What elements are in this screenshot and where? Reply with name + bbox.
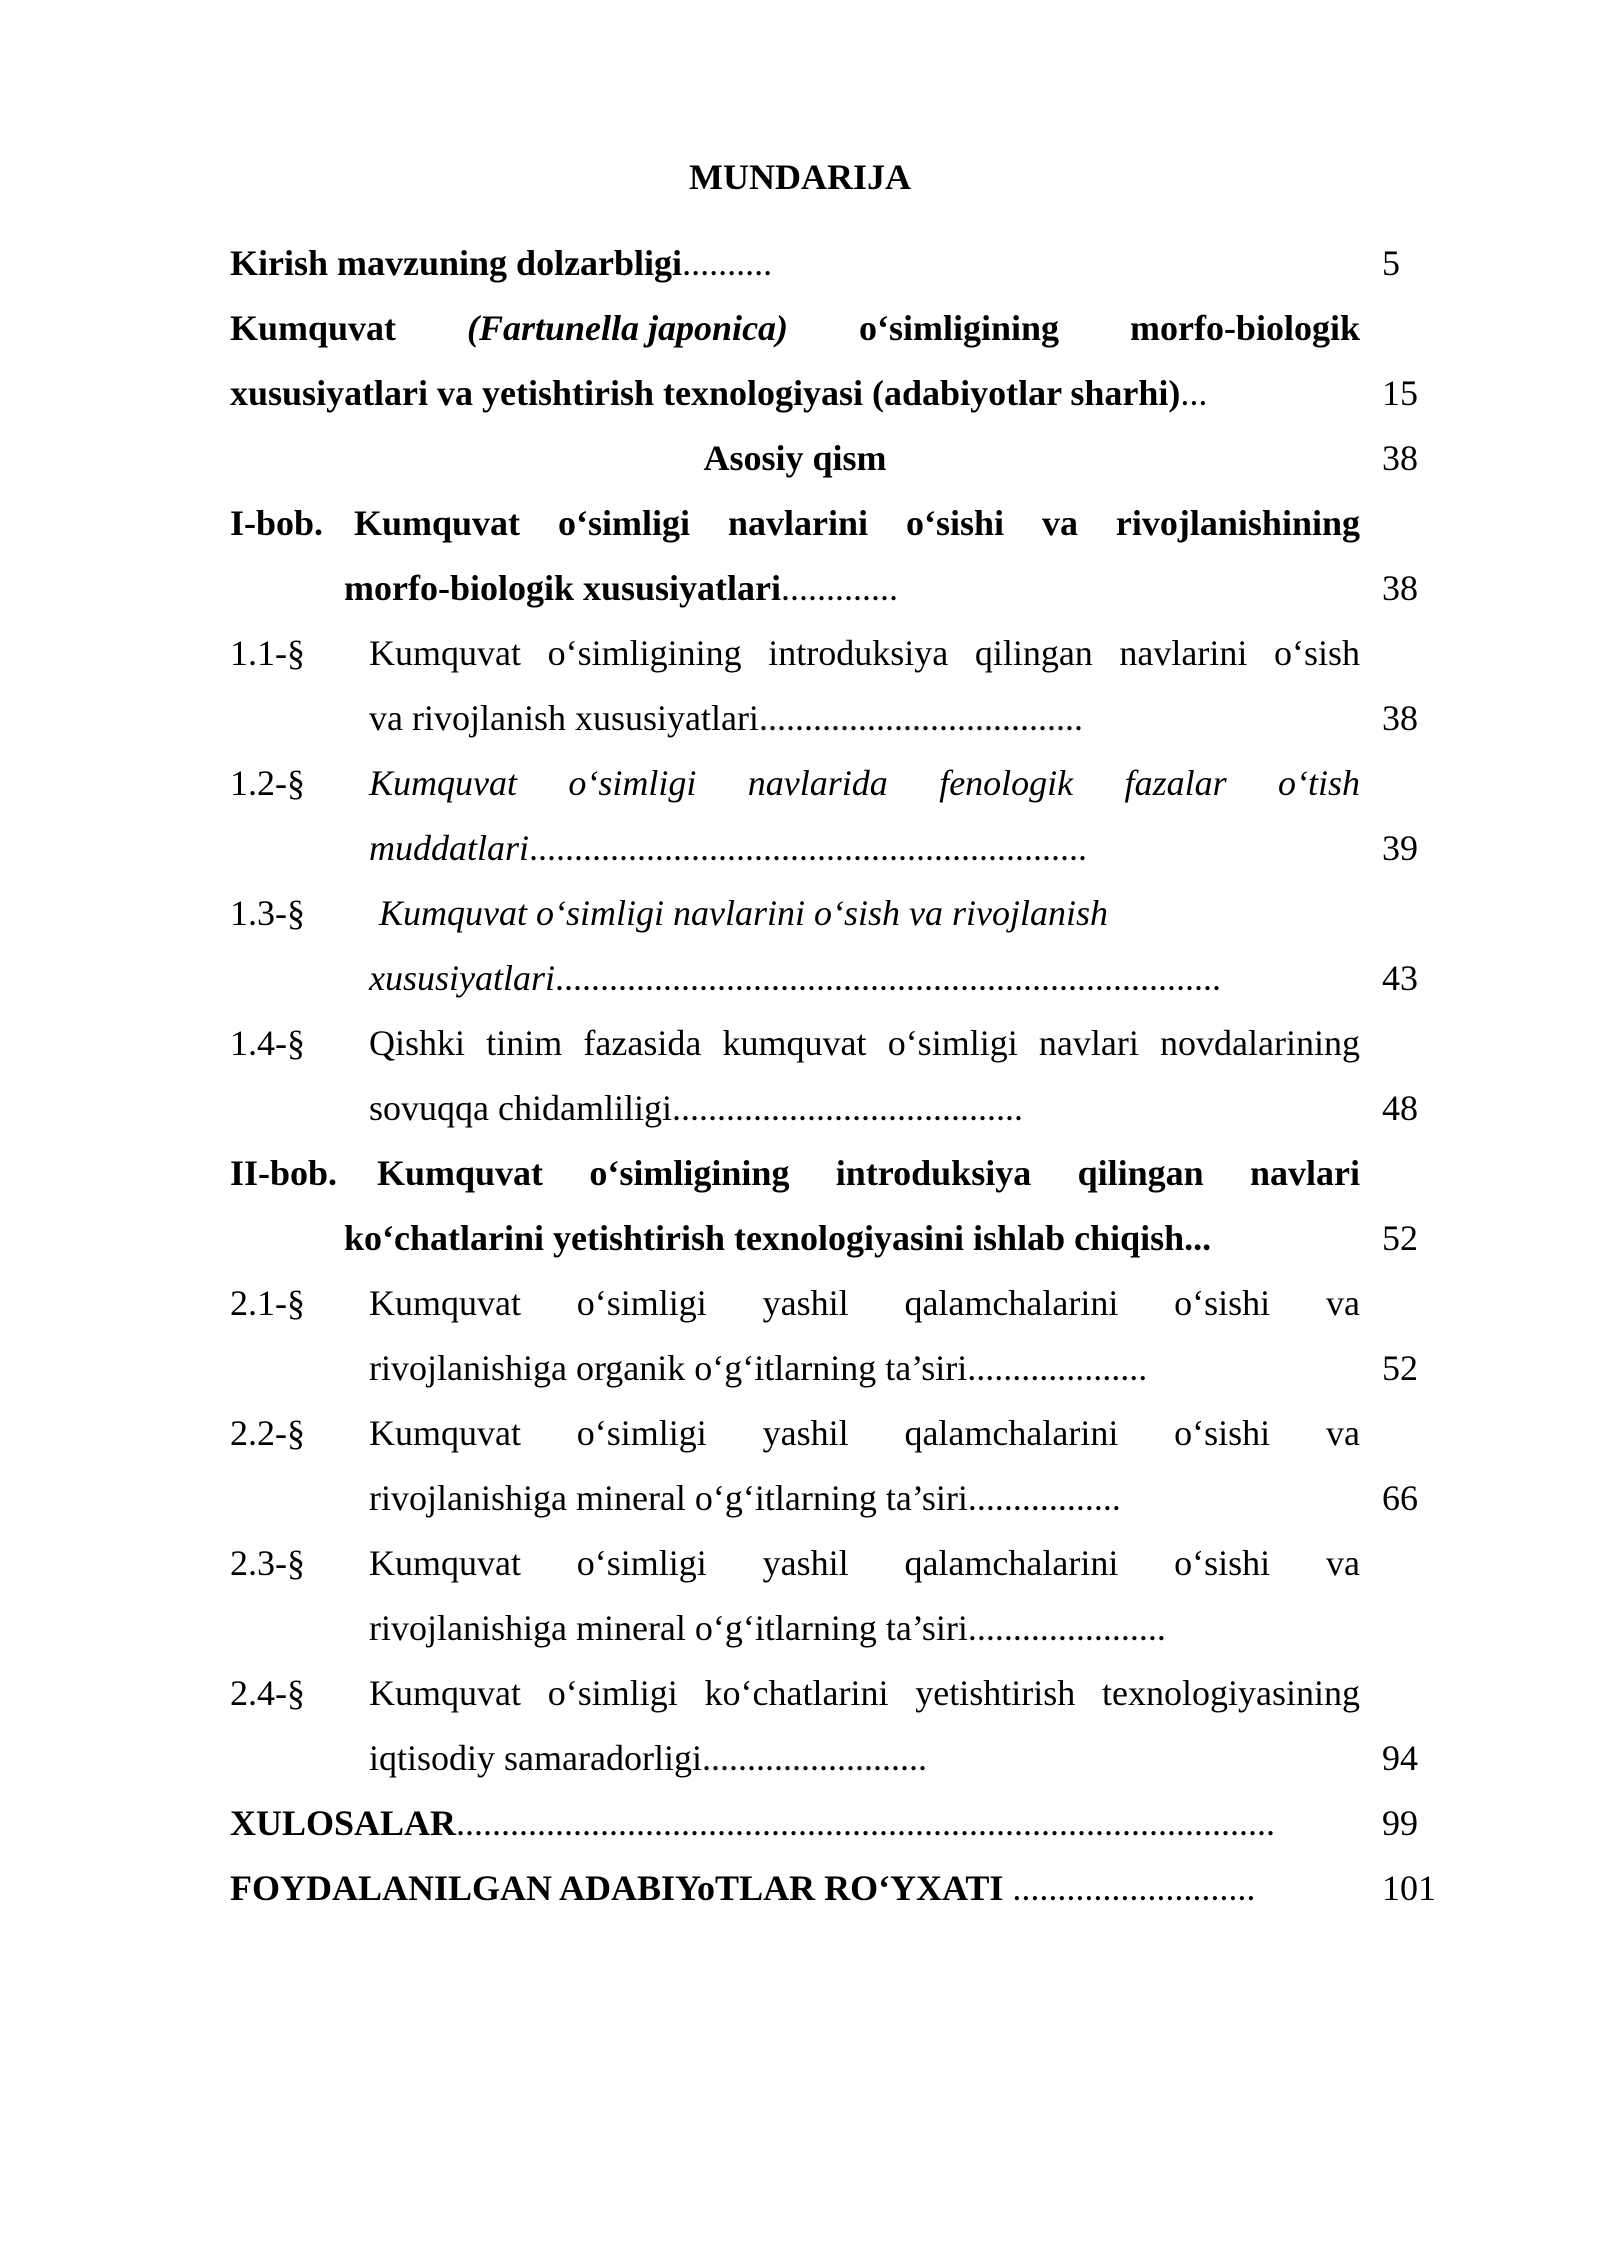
toc-leader-dots: ................. [967,1478,1121,1518]
toc-section-number: 1.4-§ [230,1023,305,1063]
toc-entry-word: o‘simligining [858,308,1060,348]
toc-entry-s14-line1[interactable]: Qishki tinim fazasida kumquvat o‘simligi navlari novdalarining [369,1023,1360,1063]
toc-entry-latin-name: (Fartunella japonica) [467,308,789,348]
toc-entry-bob2-line2[interactable]: ko‘chatlarini yetishtirish texnologiyasini ishlab chiqish... [344,1218,1212,1258]
toc-entry-adabiyot-line2[interactable] [230,368,1207,418]
toc-page-number: 5 [1382,243,1400,283]
toc-entry-s23-line2[interactable] [369,1603,1166,1653]
toc-entry-word: Kumquvat [230,308,397,348]
toc-page-number: 66 [1382,1478,1418,1518]
toc-entry-text: FOYDALANILGAN ADABIYoTLAR RO‘YXATI [230,1868,1004,1908]
toc-entry-s23-line1[interactable]: Kumquvat o‘simligi yashil qalamchalarini o‘sishi va [369,1543,1360,1583]
toc-section-number: 1.3-§ [230,893,305,933]
toc-chapter-number: II-bob. [230,1153,338,1193]
toc-page-number: 38 [1382,568,1418,608]
toc-entry-text: va rivojlanish xususiyatlari [369,698,759,738]
toc-leader-dots: ....................................... [671,1088,1023,1128]
toc-section-number: 2.4-§ [230,1673,305,1713]
toc-entry-text: rivojlanishiga mineral o‘g‘itlarning ta’siri [369,1478,968,1518]
toc-entry-text: xususiyatlari va yetishtirish texnologiyasi (adabiyotlar sharhi) [230,373,1181,413]
toc-entry-s12-line1[interactable]: Kumquvat o‘simligi navlarida fenologik fazalar o‘tish [369,763,1360,803]
toc-entry-text: xususiyatlari [369,958,555,998]
toc-entry-s21-line2[interactable] [369,1343,1147,1393]
toc-leader-dots: ... [1180,373,1208,413]
toc-chapter-number: I-bob. [230,503,324,543]
toc-page-number: 39 [1382,828,1418,868]
toc-leader-dots: ............. [781,568,899,608]
toc-leader-dots: .............................................................. [529,828,1088,868]
toc-entry-s21-line1[interactable]: Kumquvat o‘simligi yashil qalamchalarini o‘sishi va [369,1283,1360,1323]
toc-entry-text: iqtisodiy samaradorligi [369,1738,702,1778]
toc-page-number: 48 [1382,1088,1418,1128]
toc-page-number: 38 [1382,698,1418,738]
toc-leader-dots: ........................................................................................... [456,1803,1276,1843]
toc-leader-dots: ......................... [701,1738,927,1778]
toc-page-number: 52 [1382,1218,1418,1258]
toc-entry-bob1-line1[interactable]: Kumquvat o‘simligi navlarini o‘sishi va rivojlanishining [354,503,1360,543]
toc-page-number: 94 [1382,1738,1418,1778]
toc-page-number: 99 [1382,1803,1418,1843]
toc-entry-adabiyot-line1[interactable] [230,303,1360,353]
toc-section-number: 2.3-§ [230,1543,305,1583]
toc-entry-s22-line2[interactable] [369,1473,1121,1523]
toc-entry-foydalanilgan[interactable] [230,1863,1255,1913]
toc-entry-s11-line1[interactable]: Kumquvat o‘simligining introduksiya qilingan navlarini o‘sish [369,633,1360,673]
toc-entry-bob1-line2[interactable] [344,563,898,613]
toc-entry-s24-line1[interactable]: Kumquvat o‘simligi ko‘chatlarini yetishtirish texnologiyasining [369,1673,1360,1713]
toc-leader-dots: ........................... [1003,1868,1256,1908]
toc-section-number: 2.2-§ [230,1413,305,1453]
toc-page-number: 43 [1382,958,1418,998]
toc-entry-s24-line2[interactable] [369,1733,927,1783]
toc-entry-word: morfo-biologik [1129,308,1360,348]
toc-title: MUNDARIJA [689,157,911,197]
toc-entry-s11-line2[interactable] [369,693,1083,743]
toc-leader-dots: ...................... [967,1608,1166,1648]
toc-entry-asosiy[interactable]: Asosiy qism [703,438,887,478]
toc-section-number: 1.2-§ [230,763,305,803]
toc-page-number: 15 [1382,373,1418,413]
toc-entry-text: Kirish mavzuning dolzarbligi [230,243,683,283]
toc-leader-dots: .......... [682,243,773,283]
toc-page-number: 52 [1382,1348,1418,1388]
toc-leader-dots: .................................... [758,698,1083,738]
toc-entry-text: XULOSALAR [230,1803,457,1843]
toc-entry-xulosalar[interactable] [230,1798,1275,1848]
toc-leader-dots: .......................................................................... [555,958,1221,998]
toc-entry-text: rivojlanishiga mineral o‘g‘itlarning ta’siri [369,1608,968,1648]
toc-entry-s22-line1[interactable]: Kumquvat o‘simligi yashil qalamchalarini o‘sishi va [369,1413,1360,1453]
toc-page-number: 38 [1382,438,1418,478]
toc-entry-kirish[interactable] [230,238,772,288]
toc-section-number: 1.1-§ [230,633,305,673]
toc-entry-s14-line2[interactable] [369,1083,1023,1133]
toc-section-number: 2.1-§ [230,1283,305,1323]
toc-entry-text: muddatlari [369,828,530,868]
toc-entry-s13-line2[interactable] [369,953,1221,1003]
toc-entry-text: sovuqqa chidamliligi [369,1088,672,1128]
toc-entry-s13-line1[interactable]: Kumquvat o‘simligi navlarini o‘sish va rivojlanish [379,893,1108,933]
toc-entry-bob2-line1[interactable]: Kumquvat o‘simligining introduksiya qilingan navlari [377,1153,1360,1193]
toc-entry-s12-line2[interactable] [369,823,1087,873]
toc-entry-text: rivojlanishiga organik o‘g‘itlarning ta’siri [369,1348,968,1388]
toc-leader-dots: .................... [967,1348,1148,1388]
toc-page-number: 101 [1382,1868,1436,1908]
toc-entry-text: morfo-biologik xususiyatlari [344,568,782,608]
